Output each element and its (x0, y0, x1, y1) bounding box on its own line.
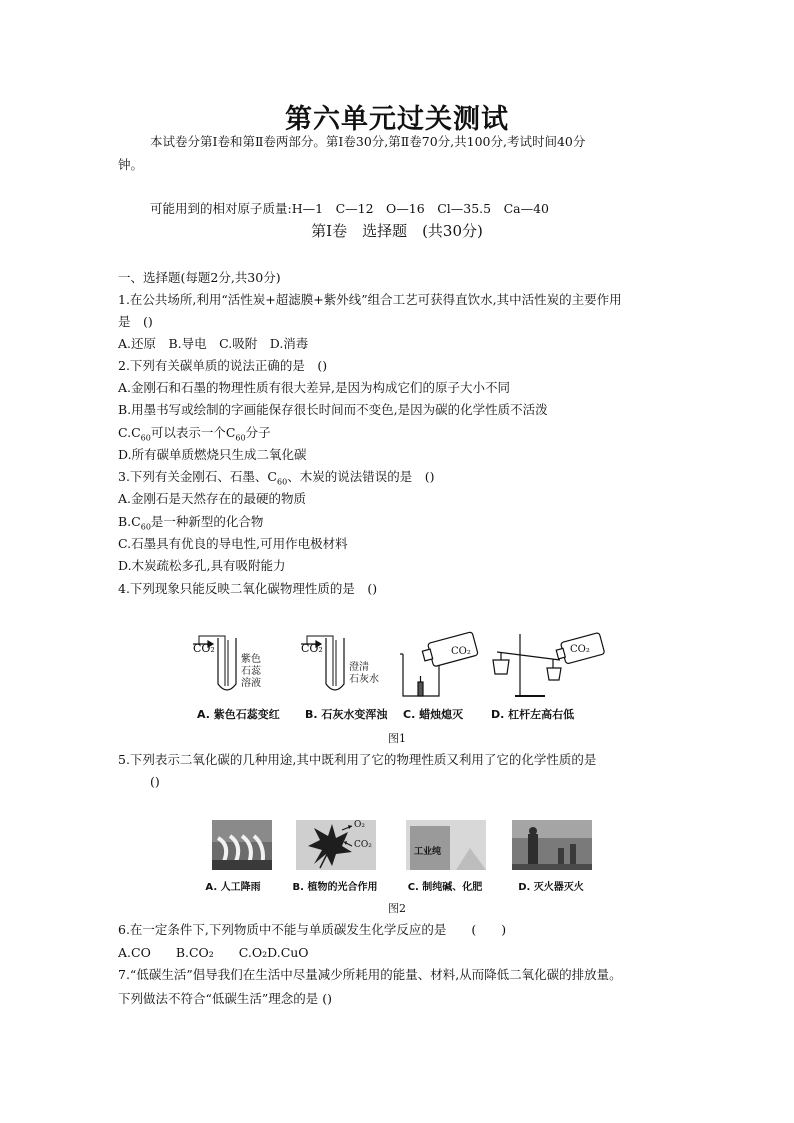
fig1-b-liquid-2: 石灰水 (349, 674, 379, 685)
q3-b-sub: 60 (140, 522, 151, 532)
fig1-a-liquid (241, 654, 261, 690)
fig1-a-liquid-2: 石蕊 (241, 666, 261, 677)
q3-stem (118, 468, 434, 492)
fig2-caption-d: D. 灭火器灭火 (518, 882, 584, 893)
page-title: 第六单元过关测试 (285, 104, 509, 135)
lever-stand-d (493, 632, 605, 696)
q6-options: A.CO B.CO₂ C.O₂D.CuO (118, 945, 309, 960)
q7-stem-2: 下列做法不符合“低碳生活”理念的是 () (118, 991, 333, 1006)
q2-option-d: D.所有碳单质燃烧只生成二氧化碳 (118, 447, 307, 462)
q2-stem: 2.下列有关碳单质的说法正确的是 () (118, 358, 328, 373)
q3-stem-sub: 60 (277, 477, 288, 487)
beaker-candle-c (400, 632, 478, 696)
q2-option-a: A.金刚石和石墨的物理性质有很大差异,是因为构成它们的原子大小不同 (118, 380, 510, 395)
fig1-co2-label-d: CO₂ (570, 644, 590, 655)
figure-2-label: 图2 (388, 902, 406, 915)
q1-stem-2: 是 () (118, 314, 153, 329)
fig1-caption-c: C. 蜡烛熄灭 (403, 708, 464, 721)
q3-option-c: C.石墨具有优良的导电性,可用作电极材料 (118, 536, 348, 551)
q1-stem-1: 1.在公共场所,利用“活性炭+超滤膜+紫外线”组合工艺可获得直饮水,其中活性炭的主要作用 (118, 292, 622, 307)
fig2-co2-label: CO₂ (354, 840, 372, 850)
q2-option-c (118, 424, 271, 448)
q6-stem: 6.在一定条件下,下列物质中不能与单质碳发生化学反应的是 ( ) (118, 922, 507, 937)
q4-stem: 4.下列现象只能反映二氧化碳物理性质的是 () (118, 581, 378, 596)
section-title: 第Ⅰ卷 选择题 (共30分) (311, 222, 483, 240)
q2-c-post: 分子 (245, 425, 271, 440)
fig1-b-liquid (349, 662, 379, 686)
q3-stem-post: 、木炭的说法错误的是 () (287, 469, 435, 484)
q3-b-pre: B.C (118, 514, 141, 529)
q3-option-b (118, 513, 263, 537)
q7-stem-1: 7.“低碳生活”倡导我们在生活中尽量减少所耗用的能量、材料,从而降低二氧化碳的排放量。 (118, 967, 622, 982)
q5-blank: () (150, 774, 160, 789)
fig2-o2-label: O₂ (354, 820, 365, 830)
q3-b-post: 是一种新型的化合物 (150, 514, 264, 529)
photo-artificial-rain (202, 820, 282, 870)
fig1-a-liquid-3: 溶液 (241, 678, 261, 689)
fig2-caption-a: A. 人工降雨 (205, 882, 261, 893)
fig1-co2-label-c: CO₂ (451, 646, 471, 657)
intro-line-1: 本试卷分第Ⅰ卷和第Ⅱ卷两部分。第Ⅰ卷30分,第Ⅱ卷70分,共100分,考试时间40分 (150, 134, 586, 149)
q2-c-sub2: 60 (235, 433, 246, 443)
q3-stem-pre: 3.下列有关金刚石、石墨、C (118, 469, 277, 484)
fig1-co2-label-a: CO₂ (193, 642, 215, 655)
q2-c-mid: 可以表示一个C (150, 425, 236, 440)
fig2-bag-text: 工业纯 (414, 847, 442, 857)
q3-option-a: A.金刚石是天然存在的最硬的物质 (118, 491, 307, 506)
q2-c-sub: 60 (140, 433, 151, 443)
figure-1 (185, 630, 605, 725)
fig2-caption-c: C. 制纯碱、化肥 (407, 882, 483, 893)
q1-options: A.还原 B.导电 C.吸附 D.消毒 (118, 336, 309, 351)
atomic-masses: 可能用到的相对原子质量:H—1 C—12 O—16 Cl—35.5 Ca—40 (150, 201, 550, 216)
q2-option-b: B.用墨书写或绘制的字画能保存很长时间而不变色,是因为碳的化学性质不活泼 (118, 402, 548, 417)
intro-line-2: 钟。 (118, 157, 144, 172)
part-heading: 一、选择题(每题2分,共30分) (118, 270, 281, 285)
fig1-caption-d: D. 杠杆左高右低 (491, 708, 575, 721)
figure-2 (200, 820, 600, 895)
q5-stem: 5.下列表示二氧化碳的几种用途,其中既利用了它的物理性质又利用了它的化学性质的是 (118, 752, 597, 767)
fig1-a-liquid-1: 紫色 (241, 654, 261, 665)
fig2-caption-b: B. 植物的光合作用 (292, 882, 378, 893)
figure-1-label: 图1 (388, 732, 406, 745)
fig1-co2-label-b: CO₂ (301, 642, 323, 655)
q2-c-pre: C.C (118, 425, 141, 440)
q3-option-d: D.木炭疏松多孔,具有吸附能力 (118, 558, 286, 573)
fig1-b-liquid-1: 澄清 (349, 662, 369, 673)
photo-fire-extinguisher (512, 820, 592, 870)
fig1-caption-a: A. 紫色石蕊变红 (197, 708, 280, 721)
fig1-caption-b: B. 石灰水变浑浊 (305, 708, 388, 721)
